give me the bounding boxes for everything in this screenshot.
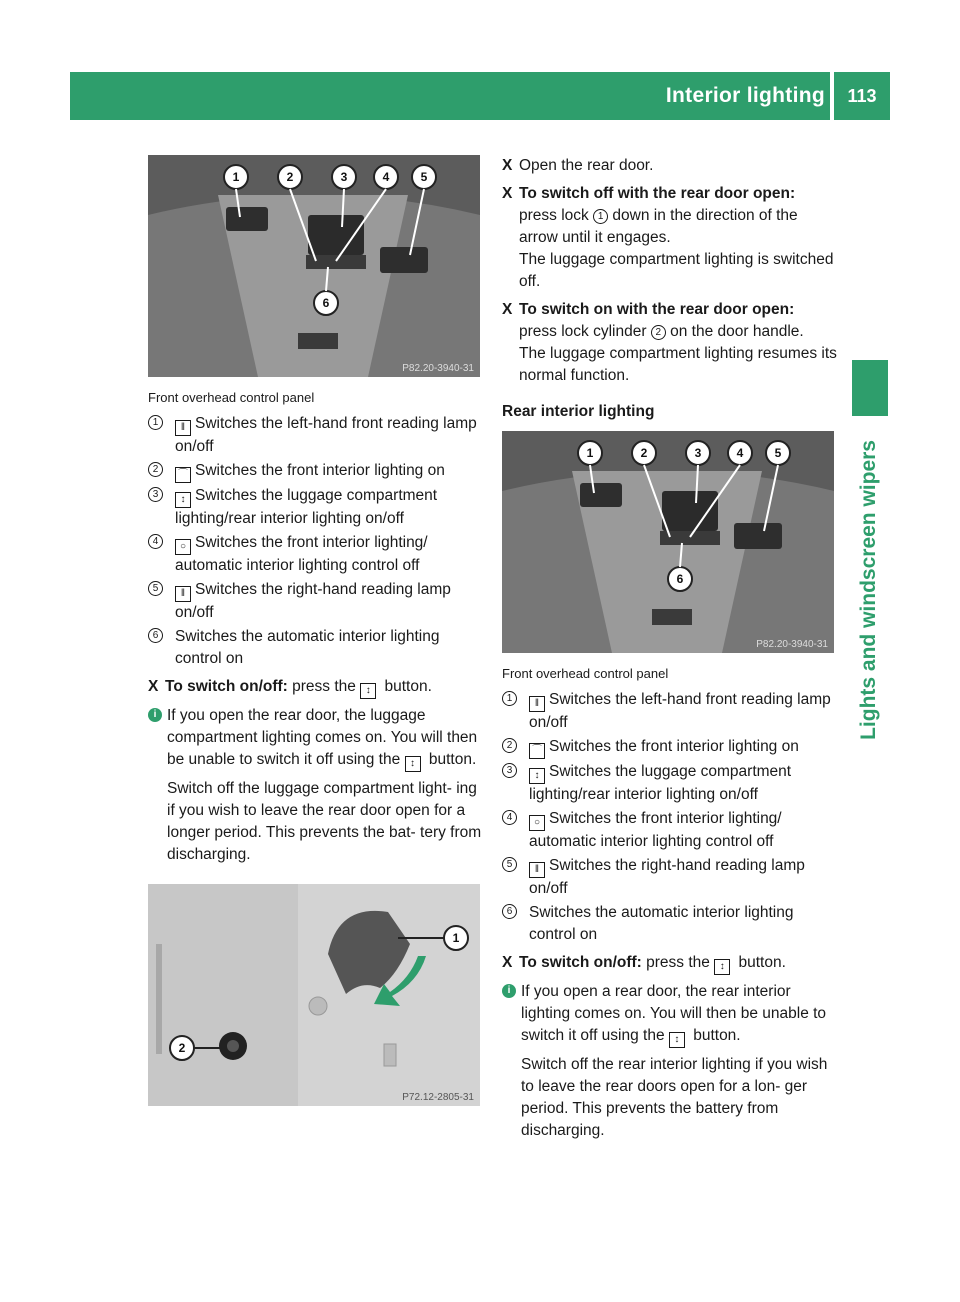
list-item <box>502 855 837 900</box>
info-note <box>148 705 483 772</box>
svg-text:2: 2 <box>178 1041 186 1055</box>
step-marker-icon: X <box>502 157 513 174</box>
rear-door-illustration <box>148 884 480 1106</box>
step-text: button. <box>734 954 786 971</box>
photo-code: P82.20-3940-31 <box>402 363 474 374</box>
list-item-text: Switches the automatic interior lighting control on <box>175 628 440 667</box>
step-text: down in the direction of the arrow until it engages. <box>519 207 798 246</box>
photo-code: P72.12-2805-31 <box>402 1092 474 1103</box>
list-item-text: Switches the left-hand front reading lamp on/off <box>175 415 477 455</box>
instruction-step <box>148 676 483 699</box>
luggage-light-icon: ↕ <box>529 768 545 784</box>
list-item <box>148 626 483 670</box>
callout-number: 5 <box>148 581 163 596</box>
svg-text:1: 1 <box>452 931 460 945</box>
info-text: If you open a rear door, the rear interior lighting comes on. You will then be unable to switch it off using the <box>521 983 827 1044</box>
svg-text:1: 1 <box>232 170 240 184</box>
list-item <box>148 579 483 624</box>
list-item-text: Switches the right-hand reading lamp on/off <box>175 581 451 621</box>
callout-number: 1 <box>502 691 517 706</box>
reading-lamp-icon: ‖ <box>529 696 545 712</box>
list-item <box>148 413 483 458</box>
instruction-step <box>502 299 837 387</box>
callout-number: 6 <box>148 628 163 643</box>
callout-number: 1 <box>148 415 163 430</box>
step-label: To switch off with the rear door open: <box>519 185 796 202</box>
callout-number: 2 <box>502 738 517 753</box>
list-item-text: Switches the front interior lighting/ automatic interior lighting control off <box>175 534 428 574</box>
svg-text:2: 2 <box>286 170 294 184</box>
photo-caption: Front overhead control panel <box>502 666 669 681</box>
list-item-text: Switches the front interior lighting on <box>195 462 445 479</box>
svg-text:6: 6 <box>676 572 684 586</box>
reading-lamp-icon: ‖ <box>175 586 191 602</box>
reading-lamp-icon: ‖ <box>175 420 191 436</box>
side-tab-label: Lights and windscreen wipers <box>857 440 880 740</box>
step-text: press lock <box>519 207 594 224</box>
rear-door-lock-photo <box>148 884 480 1106</box>
list-item-text: Switches the automatic interior lighting control on <box>529 904 794 943</box>
light-off-icon: ○ <box>175 539 191 555</box>
photo-code: P82.20-3940-31 <box>756 639 828 650</box>
info-text: If you open the rear door, the luggage compartment lighting comes on. You will then be unable to switch it off using the <box>167 707 478 768</box>
info-paragraph: Switch off the luggage compartment light- ing if you wish to leave the rear door open for a longer period. This prevents the bat- tery from discharging. <box>167 780 482 863</box>
info-note <box>502 981 837 1048</box>
list-item <box>148 532 483 577</box>
list-item <box>502 689 837 734</box>
svg-text:5: 5 <box>774 446 782 460</box>
info-paragraph: Switch off the rear interior lighting if you wish to leave the rear doors open for a lon- ger period. This prevents the battery from discharging. <box>521 1056 828 1139</box>
step-text: button. <box>380 678 432 695</box>
list-item <box>502 808 837 853</box>
section-heading: Rear interior lighting <box>502 403 655 420</box>
svg-text:3: 3 <box>340 170 348 184</box>
light-off-icon: ○ <box>529 815 545 831</box>
overhead-panel-photo-right <box>502 431 834 653</box>
instruction-step <box>502 155 837 177</box>
step-marker-icon: X <box>502 954 513 971</box>
interior-light-icon: ⌒ <box>529 743 545 759</box>
svg-text:4: 4 <box>736 446 744 460</box>
interior-light-icon: ⌒ <box>175 467 191 483</box>
callout-number: 4 <box>502 810 517 825</box>
step-marker-icon: X <box>502 185 513 202</box>
info-icon: i <box>148 708 162 722</box>
list-item-text: Switches the luggage compartment lighting/rear interior lighting on/off <box>529 763 792 803</box>
step-label: To switch on/off: <box>519 954 642 971</box>
step-text: The luggage compartment lighting resumes its normal function. <box>519 345 837 384</box>
luggage-light-icon: ↕ <box>360 683 376 699</box>
overhead-panel-photo-left <box>148 155 480 377</box>
list-item <box>502 761 837 806</box>
luggage-light-icon: ↕ <box>669 1032 685 1048</box>
callout-number: 4 <box>148 534 163 549</box>
step-label: To switch on/off: <box>165 678 288 695</box>
svg-text:1: 1 <box>586 446 594 460</box>
list-item-text: Switches the luggage compartment lighting/rear interior lighting on/off <box>175 487 438 527</box>
right-column <box>502 155 837 1142</box>
instruction-step <box>502 183 837 293</box>
step-text: press the <box>641 954 715 971</box>
side-tab-marker <box>852 360 888 416</box>
info-text: button. <box>424 751 477 768</box>
step-text: The luggage compartment lighting is switched off. <box>519 251 834 290</box>
list-item <box>502 902 837 946</box>
step-text: press the <box>287 678 361 695</box>
list-item-text: Switches the front interior lighting/ automatic interior lighting control off <box>529 810 782 850</box>
svg-text:4: 4 <box>382 170 390 184</box>
luggage-light-icon: ↕ <box>714 959 730 975</box>
instruction-step <box>502 952 837 975</box>
callout-number: 3 <box>148 487 163 502</box>
overhead-panel-illustration <box>502 431 834 653</box>
legend-list <box>502 689 837 946</box>
callout-number: 6 <box>502 904 517 919</box>
callout-number: 3 <box>502 763 517 778</box>
callout-number: 5 <box>502 857 517 872</box>
step-label: To switch on with the rear door open: <box>519 301 795 318</box>
overhead-panel-illustration <box>148 155 480 377</box>
svg-text:5: 5 <box>420 170 428 184</box>
page-header-title: Interior lighting <box>665 84 825 107</box>
svg-text:6: 6 <box>322 296 330 310</box>
step-marker-icon: X <box>148 678 159 695</box>
info-text: button. <box>688 1027 741 1044</box>
step-text: Open the rear door. <box>519 157 654 174</box>
photo-caption: Front overhead control panel <box>148 390 315 405</box>
luggage-light-icon: ↕ <box>175 492 191 508</box>
step-marker-icon: X <box>502 301 513 318</box>
callout-number: 2 <box>651 325 666 340</box>
list-item <box>148 460 483 483</box>
step-text: on the door handle. <box>665 323 804 340</box>
left-column <box>148 155 483 1106</box>
list-item-text: Switches the front interior lighting on <box>549 738 799 755</box>
list-item <box>502 736 837 759</box>
list-item <box>148 485 483 530</box>
list-item-text: Switches the right-hand reading lamp on/off <box>529 857 805 897</box>
page-number: 113 <box>834 72 890 120</box>
callout-number: 2 <box>148 462 163 477</box>
legend-list <box>148 413 483 670</box>
svg-text:3: 3 <box>694 446 702 460</box>
luggage-light-icon: ↕ <box>405 756 421 772</box>
list-item-text: Switches the left-hand front reading lamp on/off <box>529 691 831 731</box>
step-text: press lock cylinder <box>519 323 651 340</box>
info-icon: i <box>502 984 516 998</box>
reading-lamp-icon: ‖ <box>529 862 545 878</box>
svg-text:2: 2 <box>640 446 648 460</box>
callout-number: 1 <box>593 209 608 224</box>
